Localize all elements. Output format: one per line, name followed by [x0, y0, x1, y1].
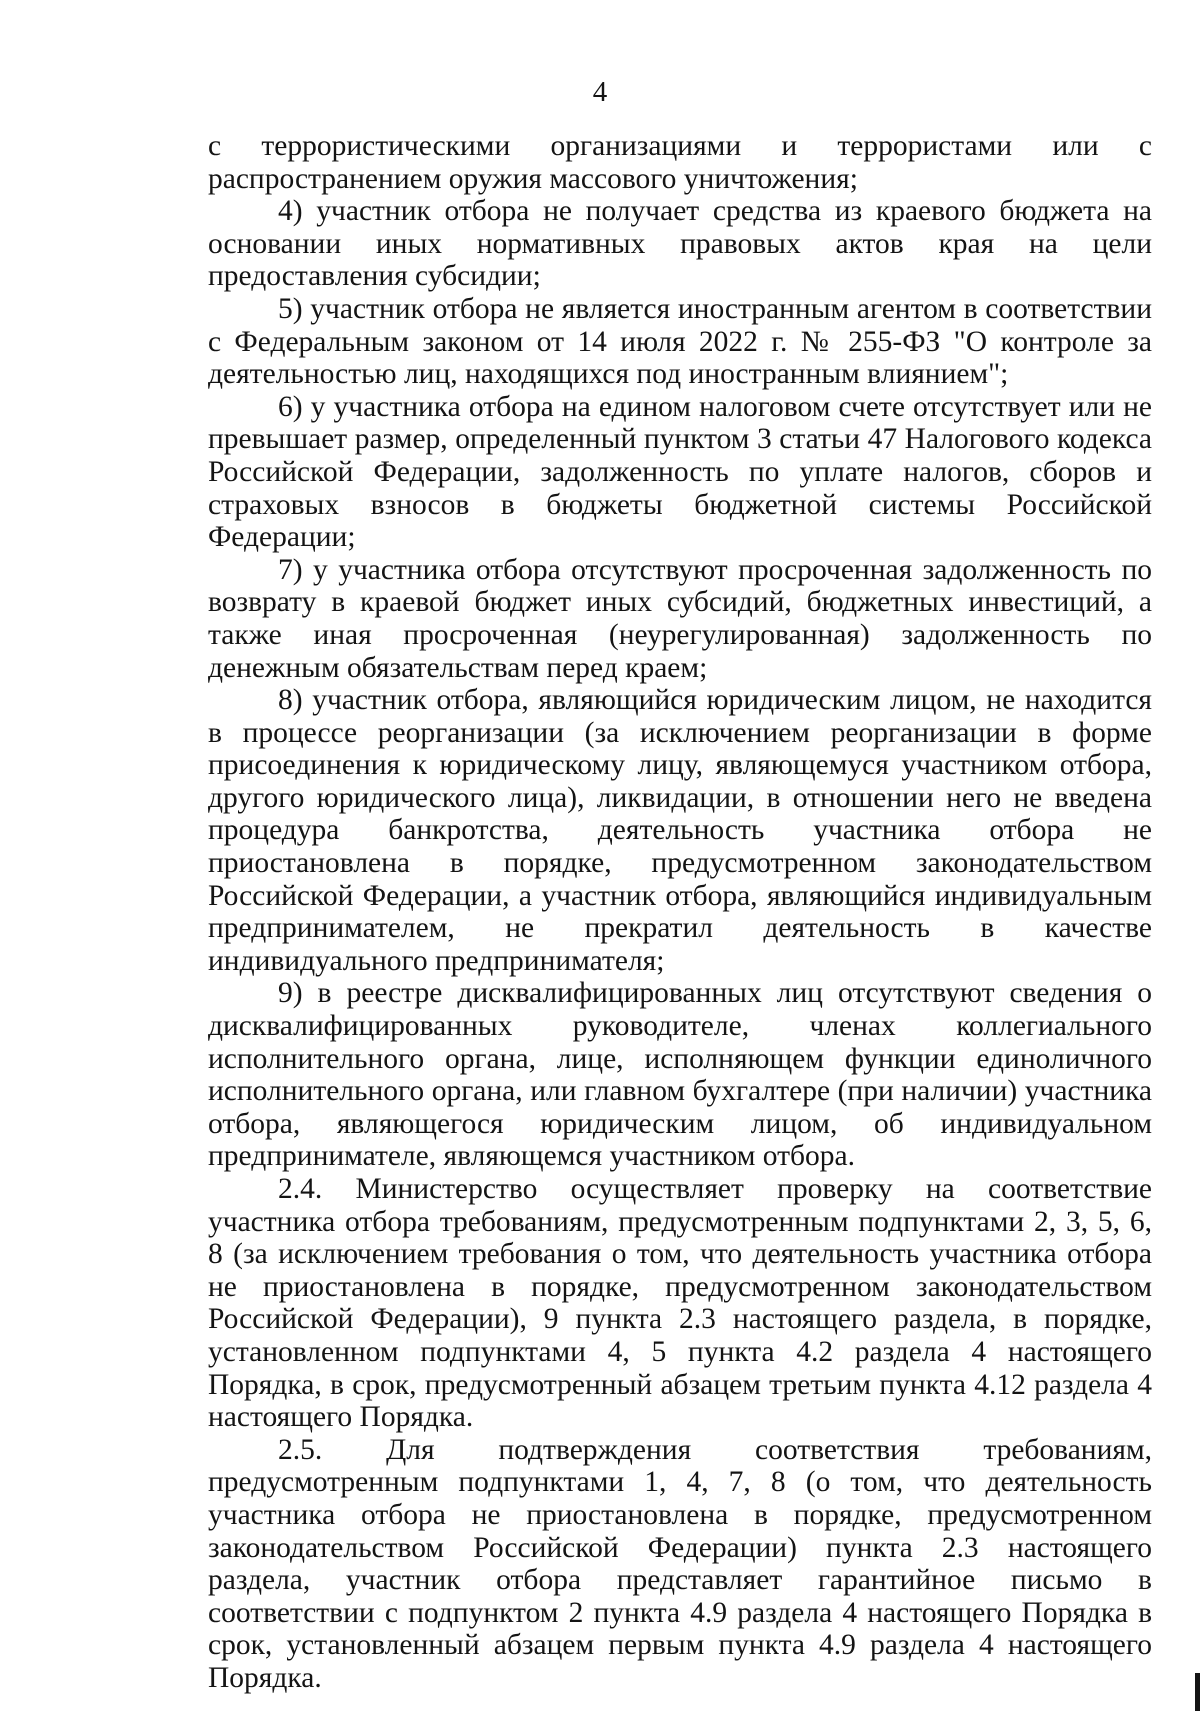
paragraph-item-5: 5) участник отбора не является иностранным агентом в соответствии с Федеральным законом от 14 июля 2022 г. № 255-ФЗ "О контроле за деятельностью лиц, находящихся под иностранным влиянием";: [208, 292, 1152, 391]
paragraph-continuation: с террористическими организациями и террористами или с распространением оружия массового уничтожения;: [208, 130, 1152, 195]
paragraph-item-6: 6) у участника отбора на едином налоговом счете отсутствует или не превышает размер, определенный пунктом 3 статьи 47 Налогового кодекса Российской Федерации, задолженность по уплате налогов, сборов и страховых взносов в бюджеты бюджетной системы Российской Федерации;: [208, 390, 1152, 554]
paragraph-2-5: 2.5. Для подтверждения соответствия требованиям, предусмотренным подпунктами 1, 4, 7, 8 (о том, что деятельность участника отбора не приостановлена в порядке, предусмотренном законодательством Российской Федерации) пункта 2.3 настоящего раздела, участник отбора представляет гарантийное письмо в соответствии с подпунктом 2 пункта 4.9 раздела 4 настоящего Порядка в срок, установленный абзацем первым пункта 4.9 раздела 4 настоящего Порядка.: [208, 1433, 1152, 1694]
paragraph-2-4: 2.4. Министерство осуществляет проверку на соответствие участника отбора требованиям, предусмотренным подпунктами 2, 3, 5, 6, 8 (за исключением требования о том, что деятельность участника отбора не приостановлена в порядке, предусмотренном законодательством Российской Федерации), 9 пункта 2.3 настоящего раздела, в порядке, установленном подпунктами 4, 5 пункта 4.2 раздела 4 настоящего Порядка, в срок, предусмотренный абзацем третьим пункта 4.12 раздела 4 настоящего Порядка.: [208, 1173, 1152, 1434]
page-number: 4: [592, 76, 608, 108]
document-body: [208, 130, 1152, 1695]
scan-edge-mark: [1195, 1673, 1200, 1711]
paragraph-item-7: 7) у участника отбора отсутствуют просроченная задолженность по возврату в краевой бюджет иных субсидий, бюджетных инвестиций, а также иная просроченная (неурегулированная) задолженность по денежным обязательствам перед краем;: [208, 553, 1152, 684]
paragraph-item-9: 9) в реестре дисквалифицированных лиц отсутствуют сведения о дисквалифицированных руководителе, членах коллегиального исполнительного органа, лице, исполняющем функции единоличного исполнительного органа, или главном бухгалтере (при наличии) участника отбора, являющегося юридическим лицом, об индивидуальном предпринимателе, являющемся участником отбора.: [208, 977, 1152, 1173]
paragraph-item-8: 8) участник отбора, являющийся юридическим лицом, не находится в процессе реорганизации (за исключением реорганизации в форме присоединения к юридическому лицу, являющемуся участником отбора, другого юридического лица), ликвидации, в отношении него не введена процедура банкротства, деятельность участника отбора не приостановлена в порядке, предусмотренном законодательством Российской Федерации, а участник отбора, являющийся индивидуальным предпринимателем, не прекратил деятельность в качестве индивидуального предпринимателя;: [208, 684, 1152, 977]
paragraph-item-4: 4) участник отбора не получает средства из краевого бюджета на основании иных нормативных правовых актов края на цели предоставления субсидии;: [208, 195, 1152, 293]
